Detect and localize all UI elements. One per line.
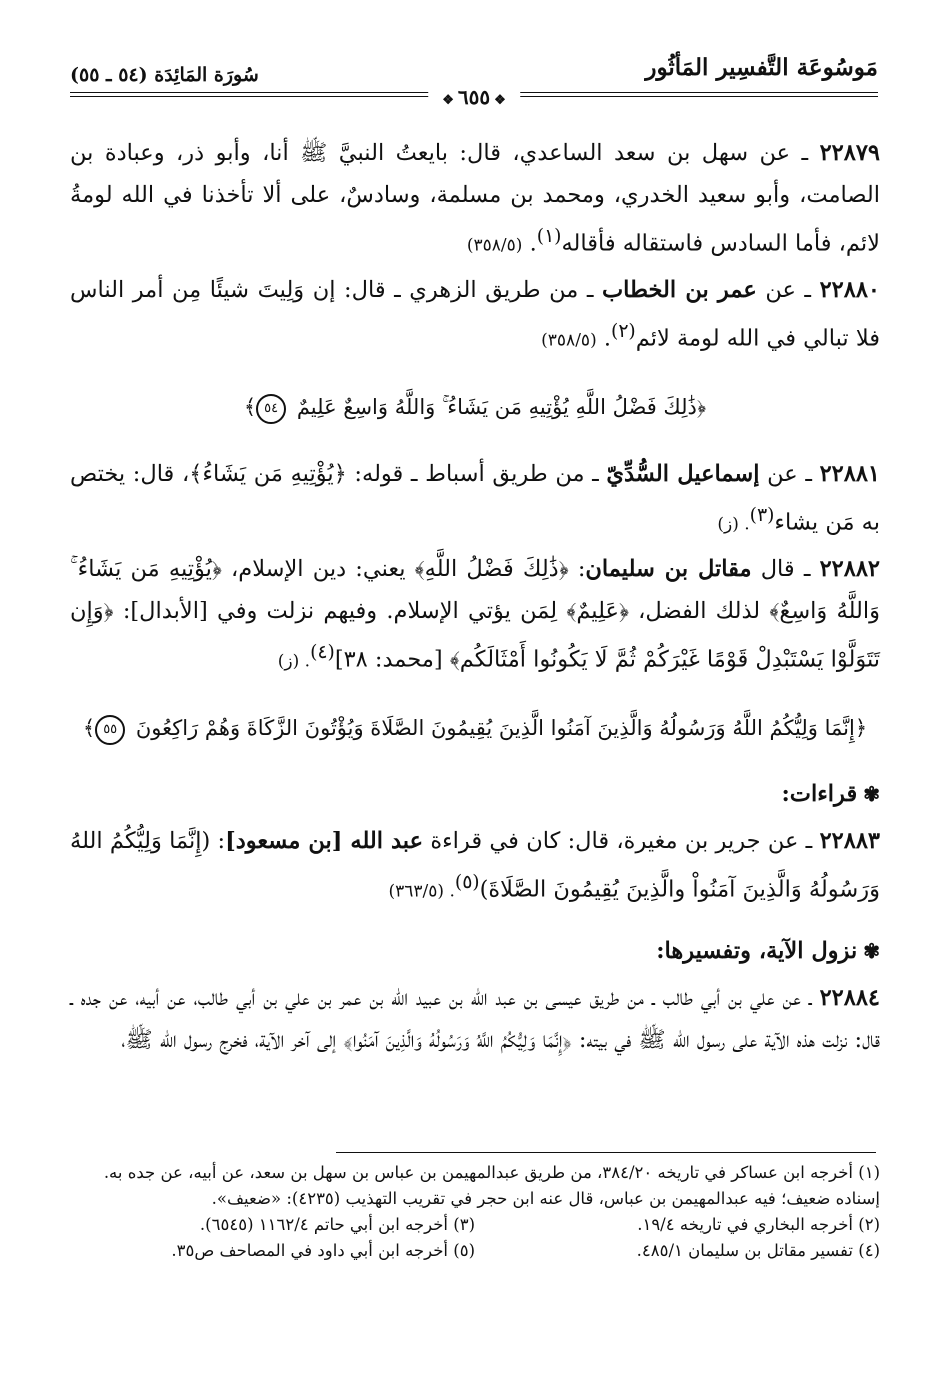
source-reference: . (ز)	[717, 514, 750, 535]
entry-number: ٢٢٨٧٩	[819, 140, 880, 166]
entry-prefix: ـ عن جرير بن مغيرة، قال: كان في قراءة	[430, 828, 813, 854]
footnote-divider	[336, 1152, 876, 1153]
footnote-4: (٤) تفسير مقاتل بن سليمان ٤٨٥/١.	[636, 1241, 880, 1260]
section-qiraat	[70, 774, 880, 814]
footnote-marker: (١)	[536, 226, 562, 247]
footnote-row	[70, 1212, 880, 1238]
entry-number: ٢٢٨٨٢	[819, 555, 880, 582]
footnote-marker: (٥)	[454, 872, 480, 893]
source-reference: . (٣٦٣/٥)	[388, 881, 455, 902]
entry-number: ٢٢٨٨٣	[819, 828, 880, 854]
entry-22884	[70, 977, 880, 1061]
ayah-number-icon: ٥٤	[256, 394, 286, 424]
source-reference: (٣٥٨/٥)	[466, 235, 523, 256]
entry-22883	[70, 820, 880, 913]
entry-text: ـ من طريق أسباط ـ قوله: ﴿يُؤْتِيهِ مَن يَشَاءُ﴾، قال: يختص به مَن يشاء	[70, 461, 880, 536]
ayah-text: ﴿ذَٰلِكَ فَضْلُ اللَّهِ يُؤْتِيهِ مَن يَشَاءُ ۚ وَاللَّهُ وَاسِعٌ عَلِيمٌ	[296, 395, 707, 419]
surah-label: سُورَة المَائِدَة (٥٤ ـ ٥٥)	[70, 64, 259, 86]
flower-ornament-icon: ✾	[863, 782, 880, 806]
source-reference: (٣٥٨/٥)	[541, 330, 597, 350]
source-reference: . (ز)	[277, 651, 311, 671]
entry-22881	[70, 453, 880, 546]
entry-text: : ﴿ذَٰلِكَ فَضْلُ اللَّهِ﴾ يعني: دين الإسلام، ﴿يُؤْتِيهِ مَن يَشَاءُ ۚ وَاللَّهُ وَاسِعٌ﴾ لذلك الفضل، ﴿عَلِيمٌ﴾ لِمَن يؤتي الإسلام. وفيهم نزلت وفي [الأبدال]: ﴿وَإِن تَتَوَلَّوْا يَسْتَبْدِلْ قَوْمًا غَيْرَكُمْ ثُمَّ لَا يَكُونُوا أَمْثَالَكُم﴾ [محمد: ٣٨]	[70, 555, 880, 672]
section-title: نزول الآية، وتفسيرها:	[656, 937, 858, 964]
entry-22882	[70, 548, 880, 683]
footnote-marker: (٣)	[749, 505, 775, 526]
narrator-name: عبد الله [بن مسعود]	[225, 828, 424, 854]
footnote-row	[70, 1238, 880, 1264]
ornament-icon: ❖	[442, 93, 454, 108]
footnote-1-grading: إسناده ضعيف؛ فيه عبدالمهيمن بن عباس، قال عنه ابن حجر في تقريب التهذيب (٤٢٣٥): «ضعيف».	[211, 1189, 880, 1208]
ayah-55: ﴿إِنَّمَا وَلِيُّكُمُ اللَّهُ وَرَسُولُهُ وَالَّذِينَ آمَنُوا الَّذِينَ يُقِيمُونَ الصَّلَاةَ وَيُؤْتُونَ الزَّكَاةَ وَهُمْ رَاكِعُونَ ٥٥﴾	[70, 708, 880, 748]
section-nuzul	[70, 931, 880, 971]
entry-prefix: ـ عن	[765, 276, 812, 303]
entry-number: ٢٢٨٨١	[819, 461, 881, 487]
section-title: قراءات:	[781, 781, 858, 807]
footnote-2: (٢) أخرجه البخاري في تاريخه ١٩/٤.	[637, 1215, 880, 1234]
narrator-name: إسماعيل السُّدِّيّ	[606, 461, 760, 487]
entry-number: ٢٢٨٨٤	[819, 984, 880, 1011]
main-text	[70, 132, 880, 1063]
entry-prefix: ـ قال	[760, 555, 811, 582]
ayah-54: ﴿ذَٰلِكَ فَضْلُ اللَّهِ يُؤْتِيهِ مَن يَشَاءُ ۚ وَاللَّهُ وَاسِعٌ عَلِيمٌ ٥٤﴾	[70, 387, 880, 427]
ayah-text: ﴿إِنَّمَا وَلِيُّكُمُ اللَّهُ وَرَسُولُهُ وَالَّذِينَ آمَنُوا الَّذِينَ يُقِيمُونَ الصَّلَاةَ وَيُؤْتُونَ الزَّكَاةَ وَهُمْ رَاكِعُونَ	[135, 716, 868, 740]
entry-prefix: ـ عن	[767, 461, 812, 487]
entry-number: ٢٢٨٨٠	[819, 276, 880, 303]
book-title: مَوسُوعَة التَّفسِير المَأثُور	[645, 54, 878, 81]
ornament-icon: ❖	[494, 93, 506, 108]
entry-22879: ٢٢٨٧٩ ـ عن سهل بن سعد الساعدي، قال: بايعتُ النبيَّ ﷺ أنا، وأبو ذر، وعبادة بن الصامت، وأبو سعيد الخدري، ومحمد بن مسلمة، وسادسٌ، على ألا تأخذنا في الله لومةُ لائم، فأما السادس فاستقاله فأقاله$^{(١)}$. (٣٥٨/٥)	[70, 140, 880, 257]
narrator-name: عمر بن الخطاب	[601, 276, 757, 303]
footnote-marker: (٢)	[611, 320, 636, 342]
footnote-marker: (٤)	[310, 641, 335, 663]
flower-ornament-icon: ✾	[863, 938, 880, 963]
entry-text: ـ عن علي بن أبي طالب ـ من طريق عيسى بن عبد الله بن عبيد الله بن عمر بن علي بن أبي طالب، عن أبيه، عن جده ـ قال: نزلت هذه الآية على رسول الله ﷺ في بيته: ﴿إِنَّمَا وَلِيُّكُمُ اللَّهُ وَرَسُولُهُ وَالَّذِينَ آمَنُوا﴾ إلى آخر الآية، فخرج رسول الله ﷺ،	[70, 984, 880, 1053]
page-header	[70, 54, 878, 118]
entry-22880: ٢٢٨٨٠ ـ عن عمر بن الخطاب ـ من طريق الزهري ـ قال: إن وَلِيتَ شيئًا مِن أمر الناس فلا تبالي في الله لومة لائم$^{(٢)}$. (٣٥٨/٥)	[70, 276, 880, 351]
narrator-name: مقاتل بن سليمان	[585, 555, 752, 582]
footnote-1: (١) أخرجه ابن عساكر في تاريخه ٣٨٤/٢٠، من طريق عبدالمهيمن بن عباس بن سهل بن سعد، عن أبيه، عن جده به.	[103, 1163, 880, 1182]
entry-text: ـ من طريق الزهري ـ قال: إن وَلِيتَ شيئًا مِن أمر الناس فلا تبالي في الله لومة لائم	[70, 276, 880, 351]
page-number-box	[428, 85, 520, 109]
footnote-5: (٥) أخرجه ابن أبي داود في المصاحف ص٣٥.	[171, 1241, 475, 1260]
page-number: ٦٥٥	[457, 85, 491, 109]
footnote-3: (٣) أخرجه ابن أبي حاتم ١١٦٢/٤ (٦٥٤٥).	[199, 1215, 475, 1234]
entry-text: ـ عن سهل بن سعد الساعدي، قال: بايعتُ النبيَّ ﷺ أنا، وأبو ذر، وعبادة بن الصامت، وأبو سعيد الخدري، ومحمد بن مسلمة، وسادسٌ، على ألا تأخذنا في الله لومةُ لائم، فأما السادس فاستقاله فأقاله	[70, 140, 880, 257]
entry-text: : (إِنَّمَا وَلِيُّكُمُ اللهُ وَرَسُولُهُ وَالَّذِينَ آمَنُواْ والَّذِينَ يُقِيمُونَ الصَّلَاةَ)	[70, 828, 880, 903]
footnotes	[70, 1160, 880, 1264]
ayah-number-icon: ٥٥	[95, 715, 125, 745]
